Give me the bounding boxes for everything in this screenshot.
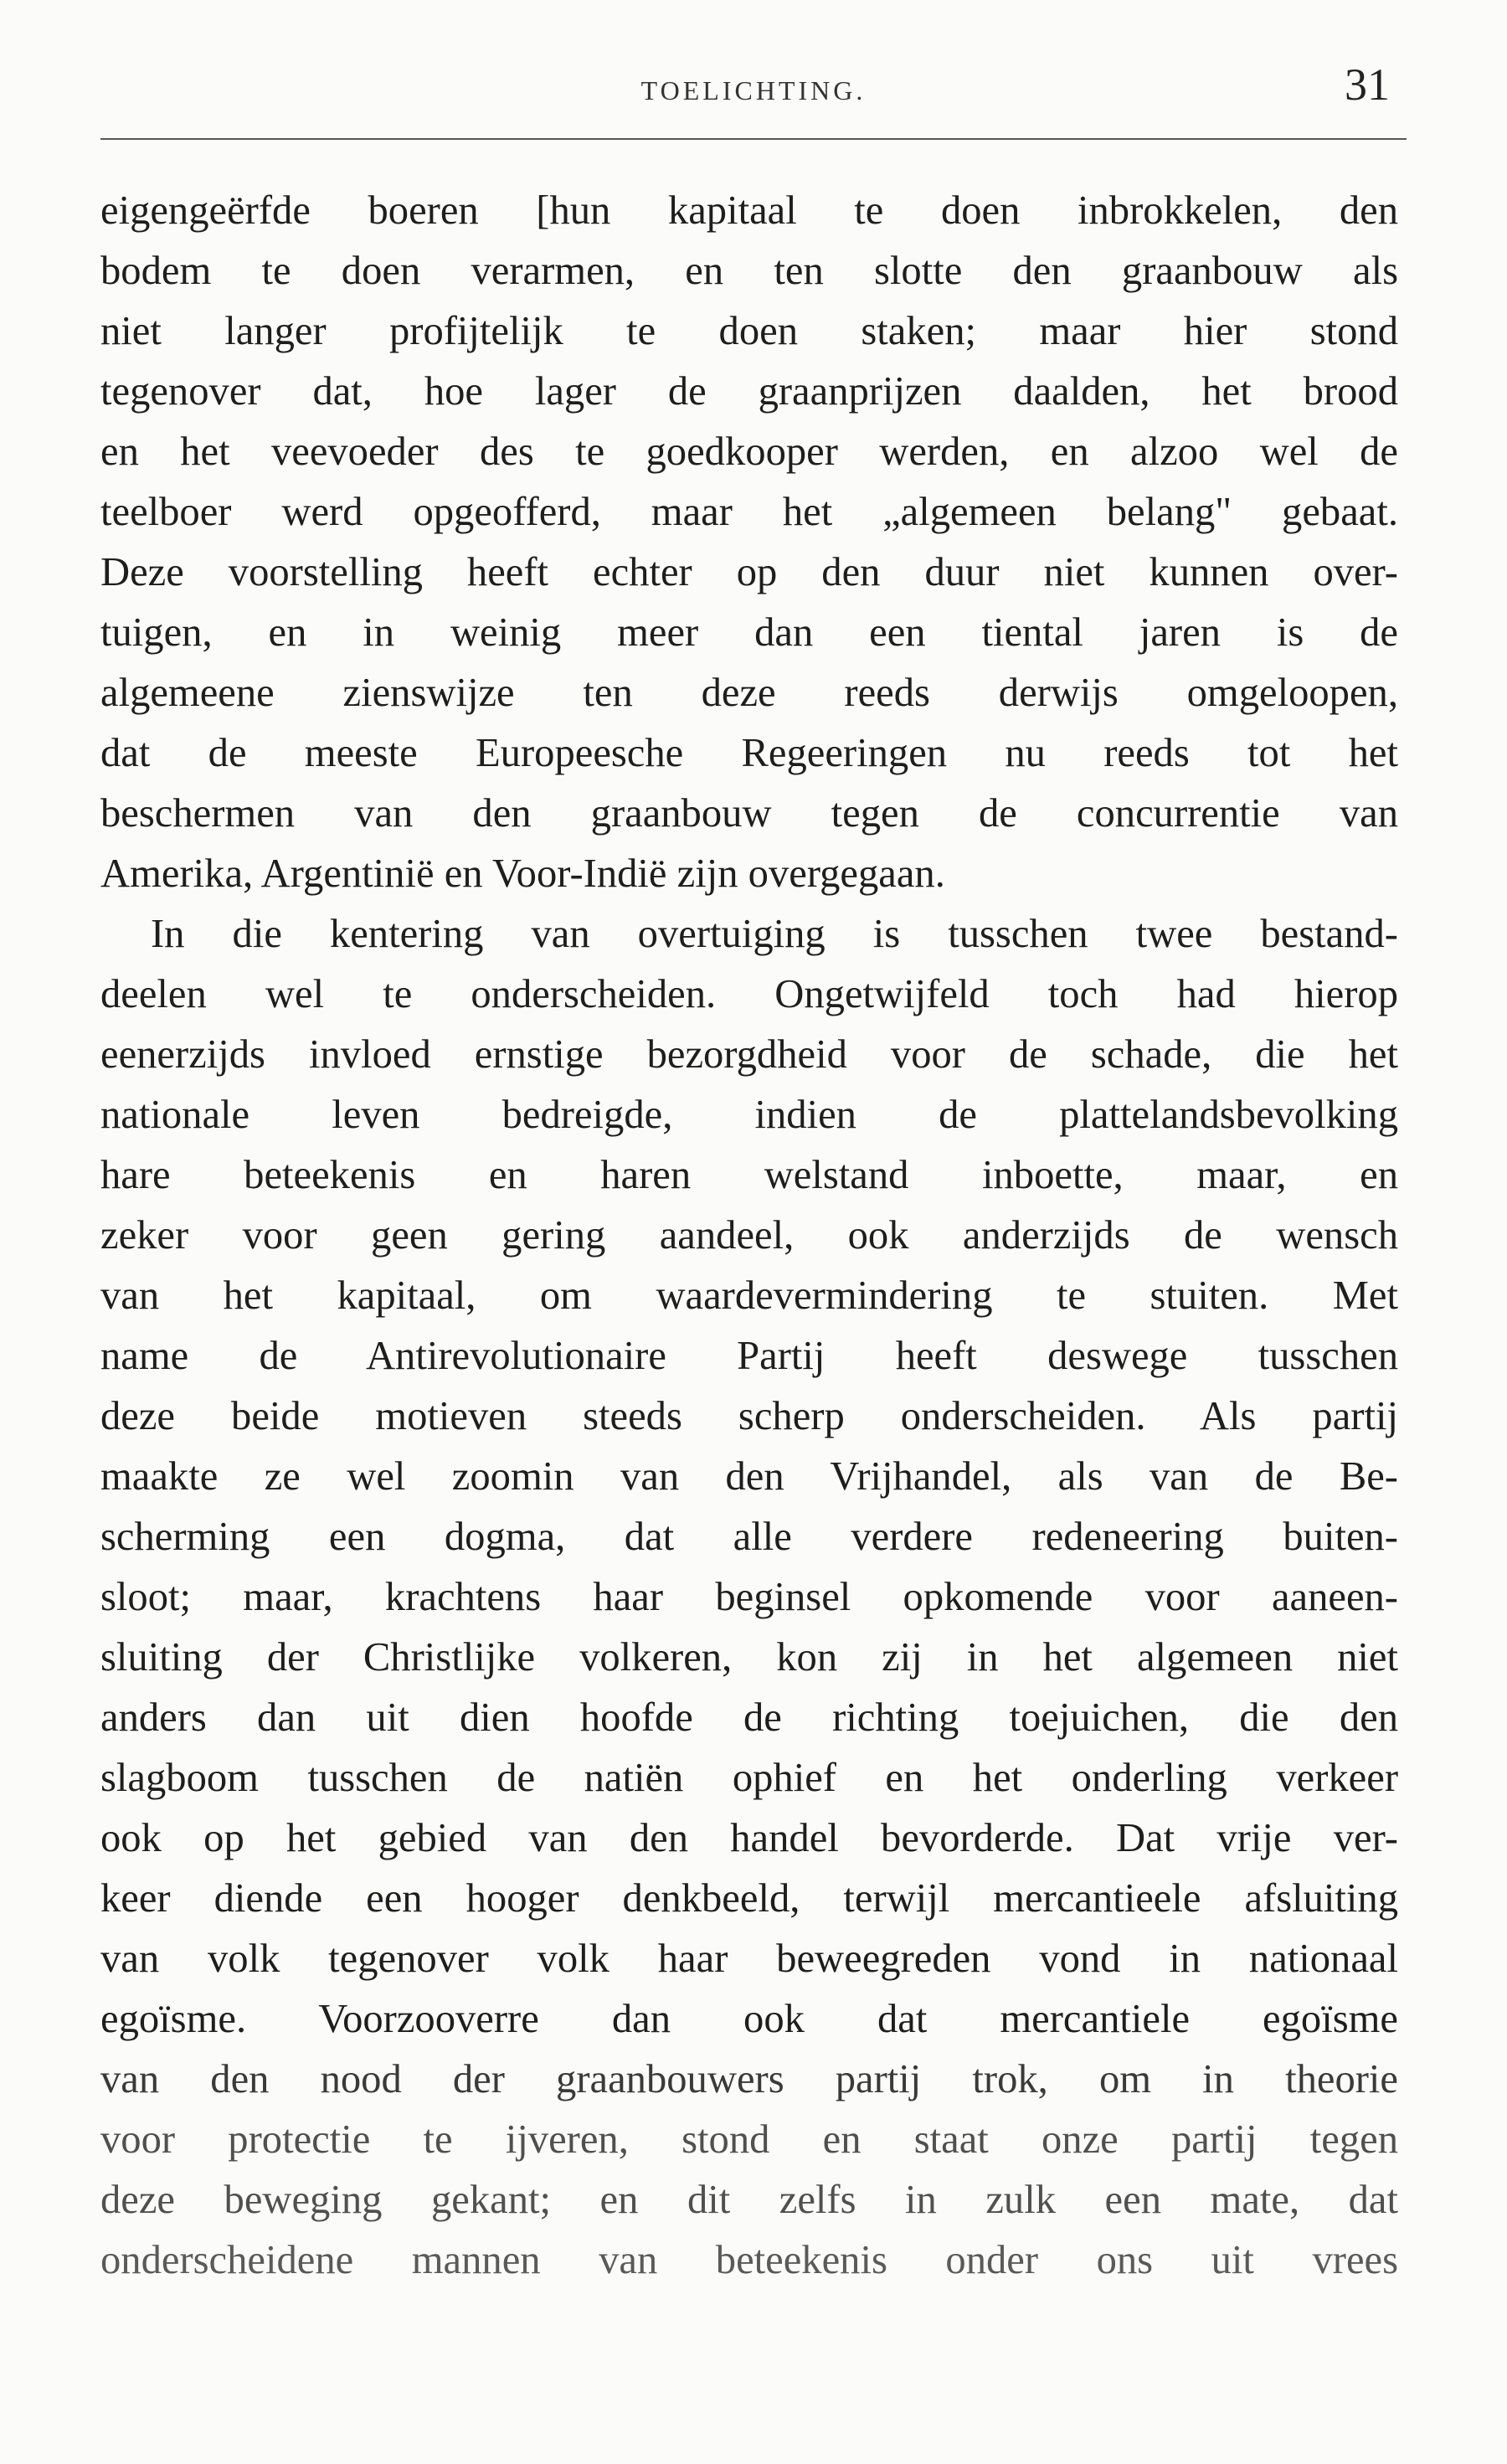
text-line: ook op het gebied van den handel bevorderde. Dat vrije ver- bbox=[100, 1815, 1398, 1860]
text-line: deelen wel te onderscheiden. Ongetwijfeld toch had hierop bbox=[100, 971, 1398, 1016]
page-header bbox=[100, 50, 1407, 151]
text-line: niet langer profijtelijk te doen staken; maar hier stond bbox=[100, 308, 1398, 353]
text-line: anders dan uit dien hoofde de richting toejuichen, die den bbox=[100, 1695, 1398, 1740]
header-rule bbox=[100, 138, 1407, 140]
text-line: tuigen, en in weinig meer dan een tiental jaren is de bbox=[100, 610, 1398, 655]
text-line: sluiting der Christlijke volkeren, kon zij in het algemeen niet bbox=[100, 1634, 1398, 1680]
text-line: van volk tegenover volk haar beweegreden vond in nationaal bbox=[100, 1936, 1398, 1981]
text-line: deze beide motieven steeds scherp onderscheiden. Als partij bbox=[100, 1393, 1398, 1438]
text-line: In die kentering van overtuiging is tusschen twee bestand- bbox=[151, 911, 1398, 956]
text-line: eigengeërfde boeren [hun kapitaal te doen inbrokkelen, den bbox=[100, 188, 1398, 233]
running-head: TOELICHTING. bbox=[640, 75, 867, 105]
text-line: teelboer werd opgeofferd, maar het „algemeen belang" gebaat. bbox=[100, 489, 1398, 534]
text-line: van het kapitaal, om waardevermindering te stuiten. Met bbox=[100, 1273, 1398, 1318]
text-line: keer diende een hooger denkbeeld, terwijl mercantieele afsluiting bbox=[100, 1875, 1398, 1921]
text-line: Amerika, Argentinië en Voor-Indië zijn overgegaan. bbox=[100, 851, 945, 896]
text-line: eenerzijds invloed ernstige bezorgdheid voor de schade, die het bbox=[100, 1031, 1398, 1077]
text-line: egoïsme. Voorzooverre dan ook dat mercantiele egoïsme bbox=[100, 1996, 1398, 2041]
text-line: tegenover dat, hoe lager de graanprijzen daalden, het brood bbox=[100, 368, 1398, 414]
text-line: en het veevoeder des te goedkooper werden, en alzoo wel de bbox=[100, 429, 1398, 474]
text-line: deze beweging gekant; en dit zelfs in zulk een mate, dat bbox=[100, 2177, 1398, 2222]
text-line: zeker voor geen gering aandeel, ook anderzijds de wensch bbox=[100, 1212, 1398, 1258]
text-line: voor protectie te ijveren, stond en staat onze partij tegen bbox=[100, 2117, 1398, 2162]
text-line: maakte ze wel zoomin van den Vrijhandel, als van de Be- bbox=[100, 1453, 1398, 1499]
text-line: name de Antirevolutionaire Partij heeft deswege tusschen bbox=[100, 1333, 1398, 1378]
text-line: sloot; maar, krachtens haar beginsel opkomende voor aaneen- bbox=[100, 1574, 1398, 1619]
text-line: scherming een dogma, dat alle verdere redeneering buiten- bbox=[100, 1514, 1398, 1559]
text-line: hare beteekenis en haren welstand inboette, maar, en bbox=[100, 1152, 1398, 1197]
text-line: onderscheidene mannen van beteekenis onder ons uit vrees bbox=[100, 2237, 1398, 2282]
text-line: nationale leven bedreigde, indien de plattelandsbevolking bbox=[100, 1092, 1398, 1137]
text-line: bodem te doen verarmen, en ten slotte den graanbouw als bbox=[100, 248, 1398, 293]
text-line: algemeene zienswijze ten deze reeds derwijs omgeloopen, bbox=[100, 670, 1398, 715]
text-line: beschermen van den graanbouw tegen de concurrentie van bbox=[100, 790, 1398, 836]
text-line: slagboom tusschen de natiën ophief en het onderling verkeer bbox=[100, 1755, 1398, 1800]
body-text bbox=[100, 180, 1398, 2290]
text-line: Deze voorstelling heeft echter op den duur niet kunnen over- bbox=[100, 549, 1398, 594]
text-line: dat de meeste Europeesche Regeeringen nu reeds tot het bbox=[100, 730, 1398, 775]
page-number: 31 bbox=[1345, 59, 1390, 110]
text-line: van den nood der graanbouwers partij trok, om in theorie bbox=[100, 2056, 1398, 2101]
